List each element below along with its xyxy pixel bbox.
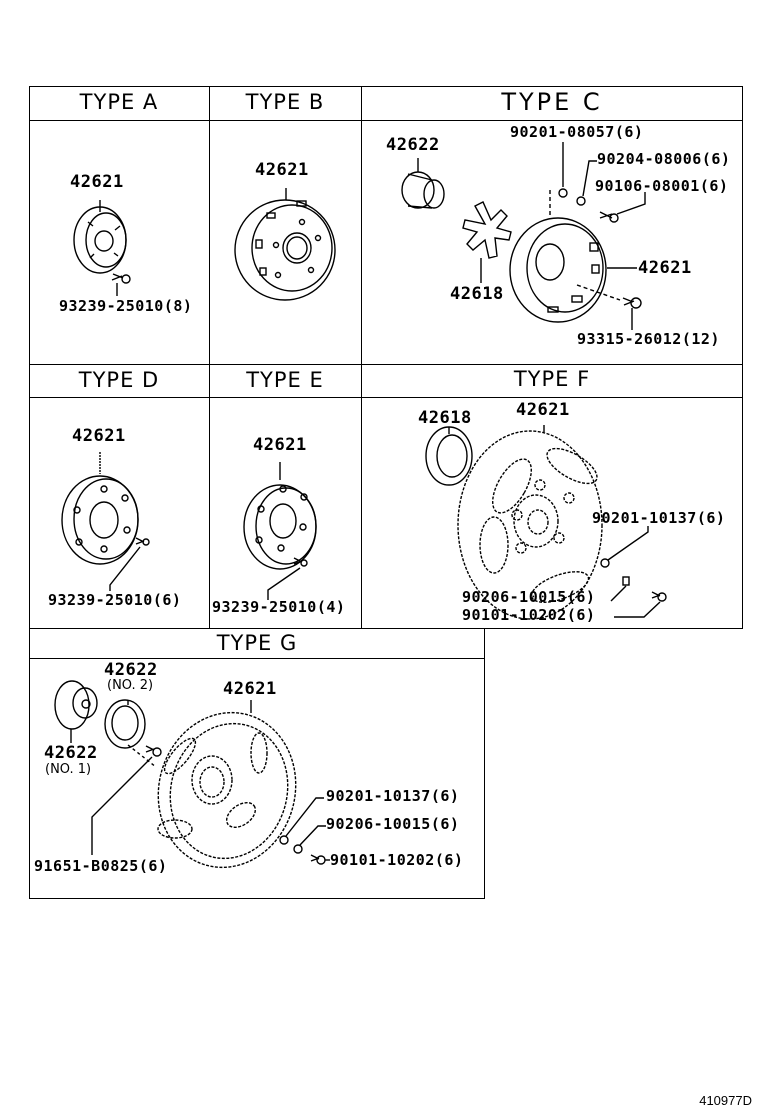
part-label: 42618: [418, 408, 472, 428]
part-label: 90201-08057(6): [510, 123, 644, 141]
washer-g-icon: [294, 826, 326, 853]
diagram-code: 410977D: [699, 1093, 752, 1108]
type-b-title: TYPE B: [245, 90, 325, 114]
part-label: 42621: [223, 679, 277, 699]
part-label: 42621: [255, 160, 309, 180]
part-note: (NO. 2): [107, 678, 154, 693]
part-label: 90204-08006(6): [597, 150, 731, 168]
type-e-title: TYPE E: [246, 368, 324, 392]
stud-g-icon: [311, 855, 330, 864]
part-note: (NO. 1): [45, 762, 92, 777]
type-f-title: TYPE F: [513, 367, 591, 391]
washer-f-icon: [611, 577, 629, 601]
nut-g-icon: [280, 798, 324, 844]
bolt-g-icon: [92, 745, 161, 855]
wheel-cover-g-icon: [141, 697, 313, 883]
bolt-f-icon: [614, 592, 666, 617]
part-label: 42621: [72, 426, 126, 446]
part-label: 90206-10015(6): [326, 815, 460, 833]
type-c-title: TYPE C: [501, 88, 603, 116]
center-cap-c-icon: [402, 158, 444, 208]
part-label: 91651-B0825(6): [34, 857, 168, 875]
type-a-title: TYPE A: [79, 90, 159, 114]
part-label: 93239-25010(8): [59, 297, 193, 315]
part-label: 42621: [253, 435, 307, 455]
part-label: 93239-25010(6): [48, 591, 182, 609]
hub-cap-a-icon: [74, 200, 126, 273]
ring-f-icon: [426, 427, 472, 485]
part-label: 42621: [70, 172, 124, 192]
center-cap-no2-icon: [105, 700, 145, 748]
part-label: 90106-08001(6): [595, 177, 729, 195]
part-label: 90206-10015(6): [462, 588, 596, 606]
part-label: 93239-25010(4): [212, 598, 346, 616]
part-label: 42618: [450, 284, 504, 304]
hub-ring-d-icon: [62, 452, 138, 564]
bolt-c-icon: [623, 298, 641, 330]
part-label: 42621: [638, 258, 692, 278]
wheel-cap-b-icon: [235, 188, 335, 300]
part-label: 42622: [44, 743, 98, 763]
nut-c-icon: [559, 142, 567, 197]
type-d-title: TYPE D: [78, 368, 160, 392]
part-label: 90101-10202(6): [330, 851, 464, 869]
nut-f-icon: [601, 526, 648, 567]
spider-bracket-c-icon: [463, 202, 511, 283]
washer-c-icon: [577, 161, 597, 205]
center-cap-no1-icon: [55, 681, 97, 743]
stud-c-icon: [600, 192, 645, 222]
part-label: 42622: [386, 135, 440, 155]
part-label: 93315-26012(12): [577, 330, 720, 348]
part-label: 90201-10137(6): [326, 787, 460, 805]
part-label: 90201-10137(6): [592, 509, 726, 527]
wheel-cover-c-icon: [510, 190, 637, 322]
part-label: 42622: [104, 660, 158, 680]
part-label: 90101-10202(6): [462, 606, 596, 624]
type-g-title: TYPE G: [216, 631, 298, 655]
bolt-a-icon: [112, 274, 130, 296]
hub-ring-e-icon: [244, 462, 316, 569]
part-label: 42621: [516, 400, 570, 420]
